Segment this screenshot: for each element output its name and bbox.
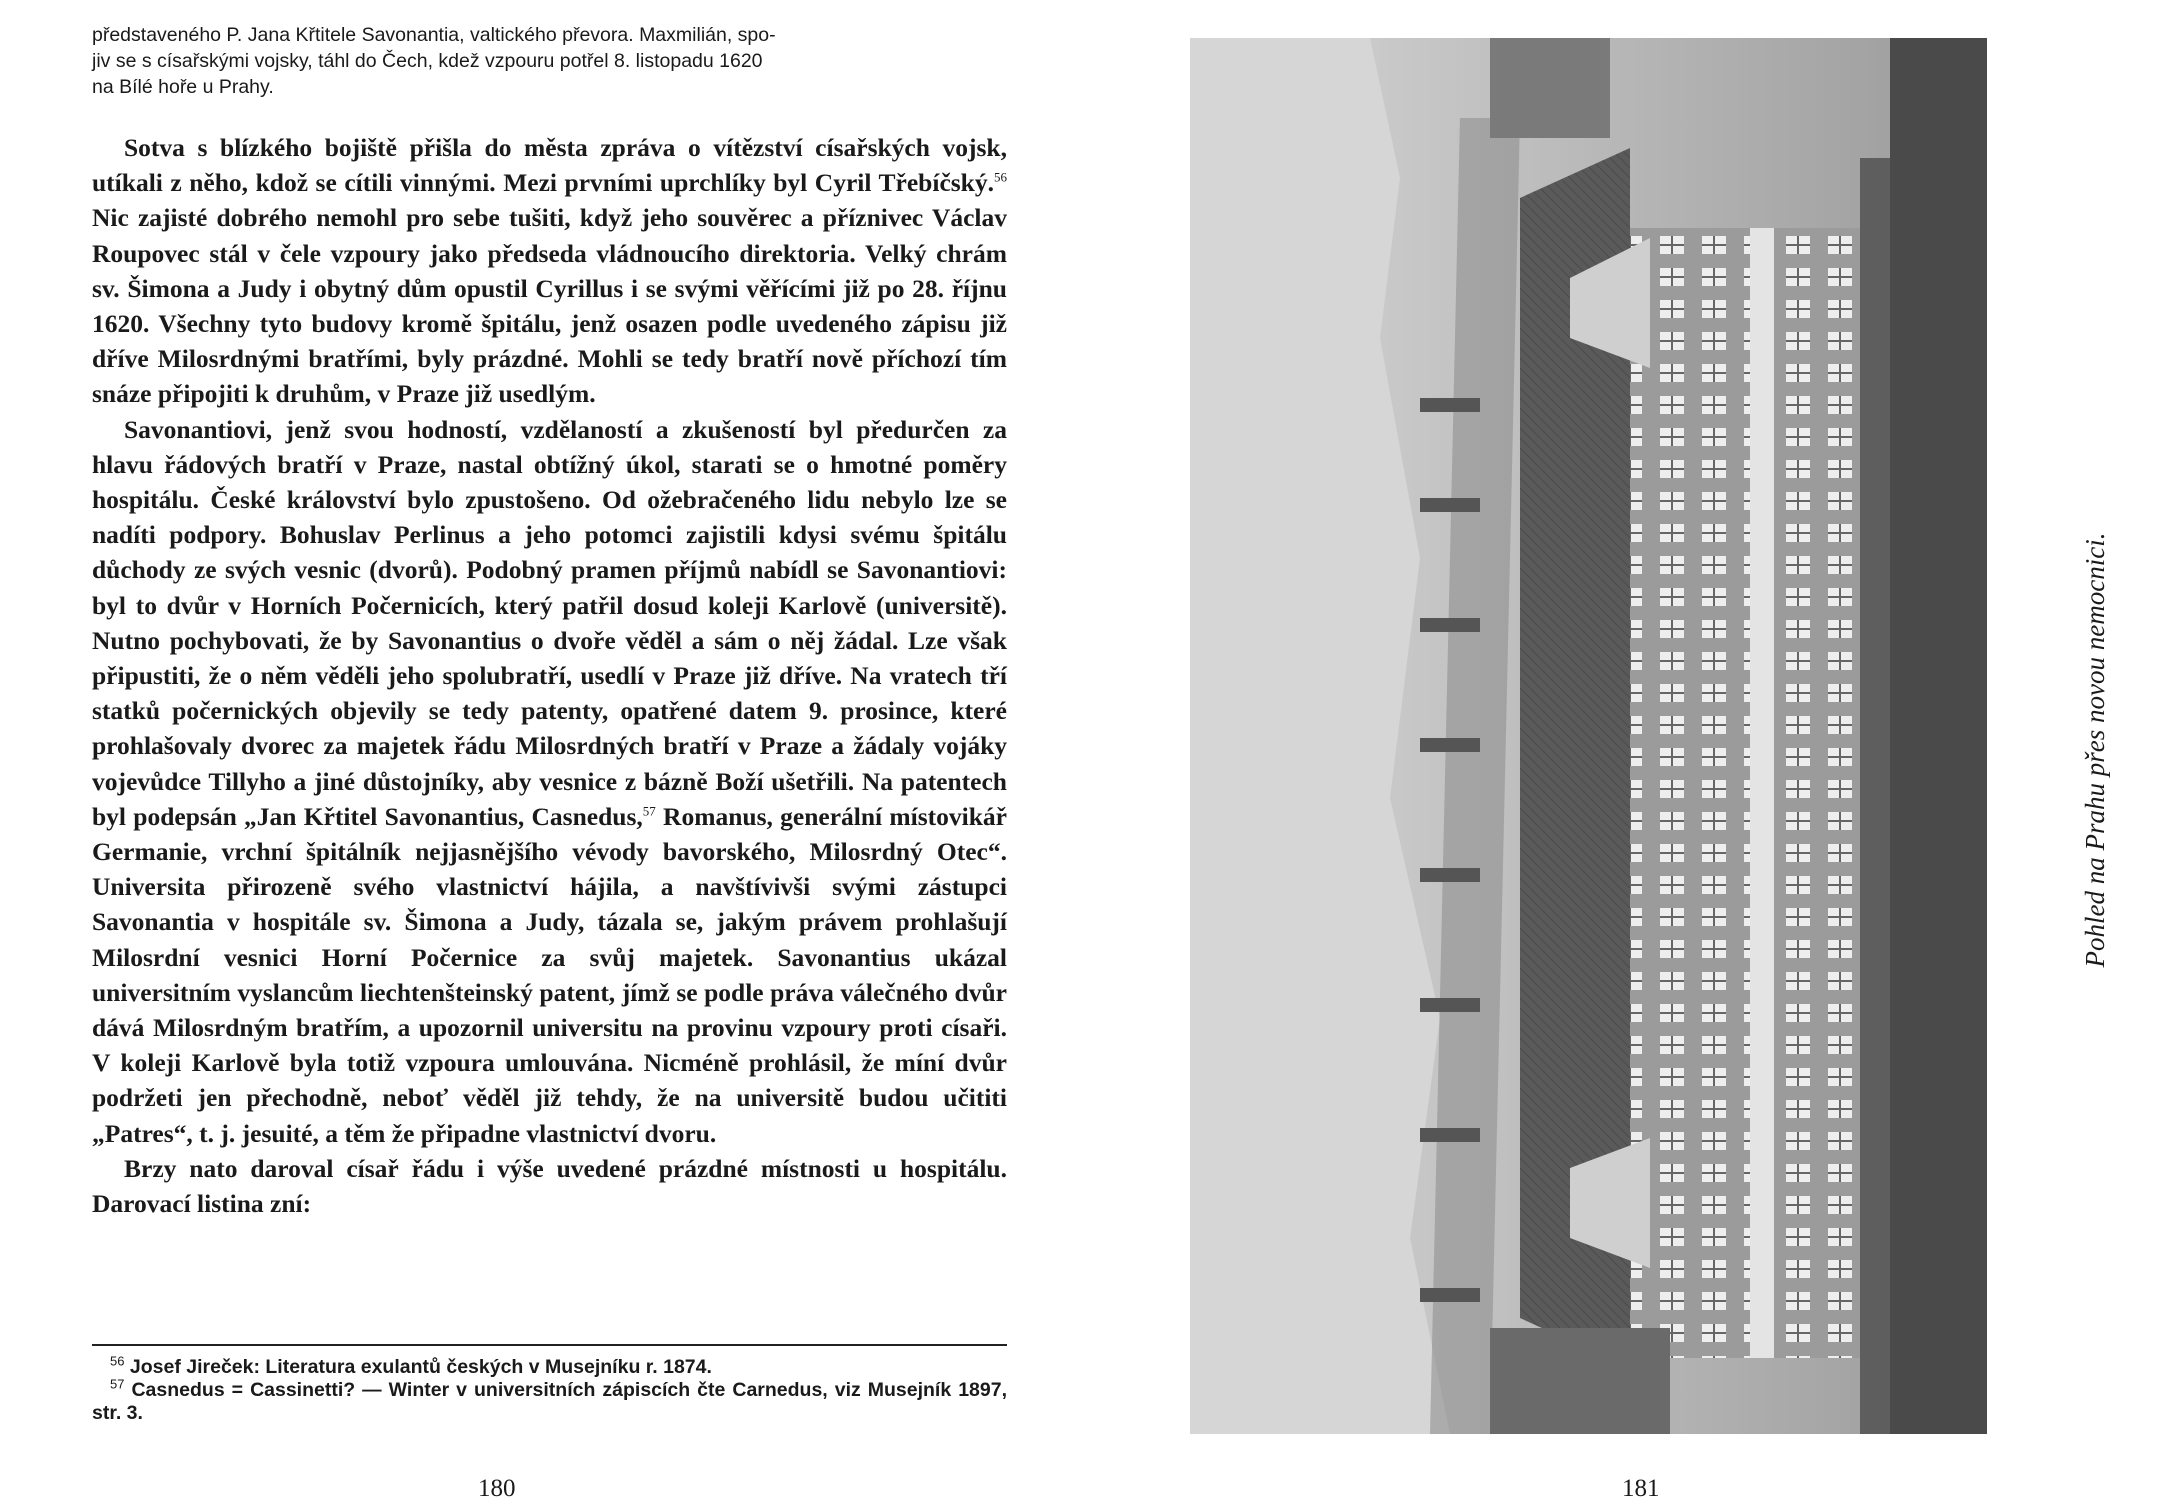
- paragraph-2: Savonantiovi, jenž svou hodností, vzdělaností a zkušeností byl předurčen za hlavu řádových bratří v Praze, nastal obtížný úkol, starati se o hmotné poměry hospitálu. České království bylo zpustošeno. Od ožebračeného lidu nebylo lze se nadíti podpory. Bohuslav Perlinus a jeho potomci zajistili kdysi svému špitálu důchody ze svých vesnic (dvorů). Podobný pramen příjmů nabídl se Savonantiovi: byl to dvůr v Horních Počernicích, který patřil dosud koleji Karlově (universitě). Nutno pochybovati, že by Savonantius o dvoře věděl a sám o něj žádal. Lze však připustiti, že o něm věděli jeho spolubratří, usedlí v Praze již dříve. Na vratech tří statků počernických objevily se tedy patenty, opatřené datem 9. prosince, které prohlašovaly dvorec za majetek řádu Milosrdných bratří v Praze a žádaly vojáky vojevůdce Tillyho a jiné důstojníky, aby vesnice z bázně Boží ušetřili. Na patentech byl podepsán „Jan Křtitel Savonantius, Casnedus,$^{57}$ Romanus, generální místovikář Germanie, vrchní špitálník nejjasnějšího vévody bavorského, Milosrdný Otec“. Universita přirozeně svého vlastnictví hájila, a navštívivši svými zástupci Savonantia v hospitále sv. Šimona a Judy, tázala se, jakým právem prohlašují Milosrdní vesnici Horní Počernice za svůj majetek. Savonantius ukázal universitním vyslancům liechtenšteinský patent, jímž se podle práva válečného dvůr dává Milosrdným bratřím, a upozornil universitu na provinu vzpoury proti císaři. V koleji Karlově byla totiž vzpoura umlouvána. Nicméně prohlásil, že míní dvůr podržeti jen přechodně, neboť věděl již tehdy, že na universitě budou učititi „Patres“, t. j. jesuité, a těm že připadne vlastnictví dvoru.: [92, 414, 1007, 1148]
- main-text: [92, 130, 1007, 1221]
- hospital-photograph: [1190, 38, 1987, 1434]
- footnote-56: $^{56}$ Josef Jireček: Literatura exulantů českých v Musejníku r. 1874.: [110, 1353, 712, 1378]
- footnote-57: $^{57}$ Casnedus = Cassinetti? — Winter v universitních zápiscích čte Carnedus, viz Musejník 1897, str. 3.: [92, 1376, 1007, 1424]
- page-number-right: 181: [1622, 1475, 1660, 1502]
- intro-line: představeného P. Jana Křtitele Savonantia, valtického převora. Maxmilián, spo-: [92, 24, 776, 46]
- footnote-divider: [92, 1344, 1007, 1346]
- footnote-ref-57[interactable]: 57: [642, 803, 656, 819]
- photo-caption: Pohled na Prahu přes novou nemocnici.: [2080, 532, 2110, 968]
- footnote-ref-56[interactable]: 56: [994, 169, 1007, 185]
- intro-line: jiv se s císařskými vojsky, táhl do Čech, kdež vzpouru potřel 8. listopadu 1620: [92, 50, 763, 72]
- page-number-left: 180: [478, 1475, 516, 1502]
- left-page: [0, 0, 1060, 1500]
- paragraph-3: Brzy nato daroval císař řádu i výše uvedené prázdné místnosti u hospitálu. Darovací listina zní:: [92, 1153, 1007, 1219]
- paragraph-1: Sotva s blízkého bojiště přišla do města zpráva o vítězství císařských vojsk, utíkali z něho, kdož se cítili vinnými. Mezi prvními uprchlíky byl Cyril Třebíčský.$^{56}$ Nic zajisté dobrého nemohl pro sebe tušiti, když jeho souvěrec a příznivec Václav Roupovec stál v čele vzpoury jako předseda vládnoucího direktoria. Velký chrám sv. Šimona a Judy i obytný dům opustil Cyrillus i se svými věřícími již po 28. říjnu 1620. Všechny tyto budovy kromě špitálu, jenž osazen podle uvedeného zápisu již dříve Milosrdnými bratřími, byly prázdné. Mohli se tedy bratří nově příchozí tím snáze připojiti k druhům, v Praze již usedlým.: [92, 133, 1007, 409]
- intro-paragraph: [92, 22, 1007, 100]
- intro-line: na Bílé hoře u Prahy.: [92, 76, 274, 98]
- footnotes: [92, 1353, 1007, 1425]
